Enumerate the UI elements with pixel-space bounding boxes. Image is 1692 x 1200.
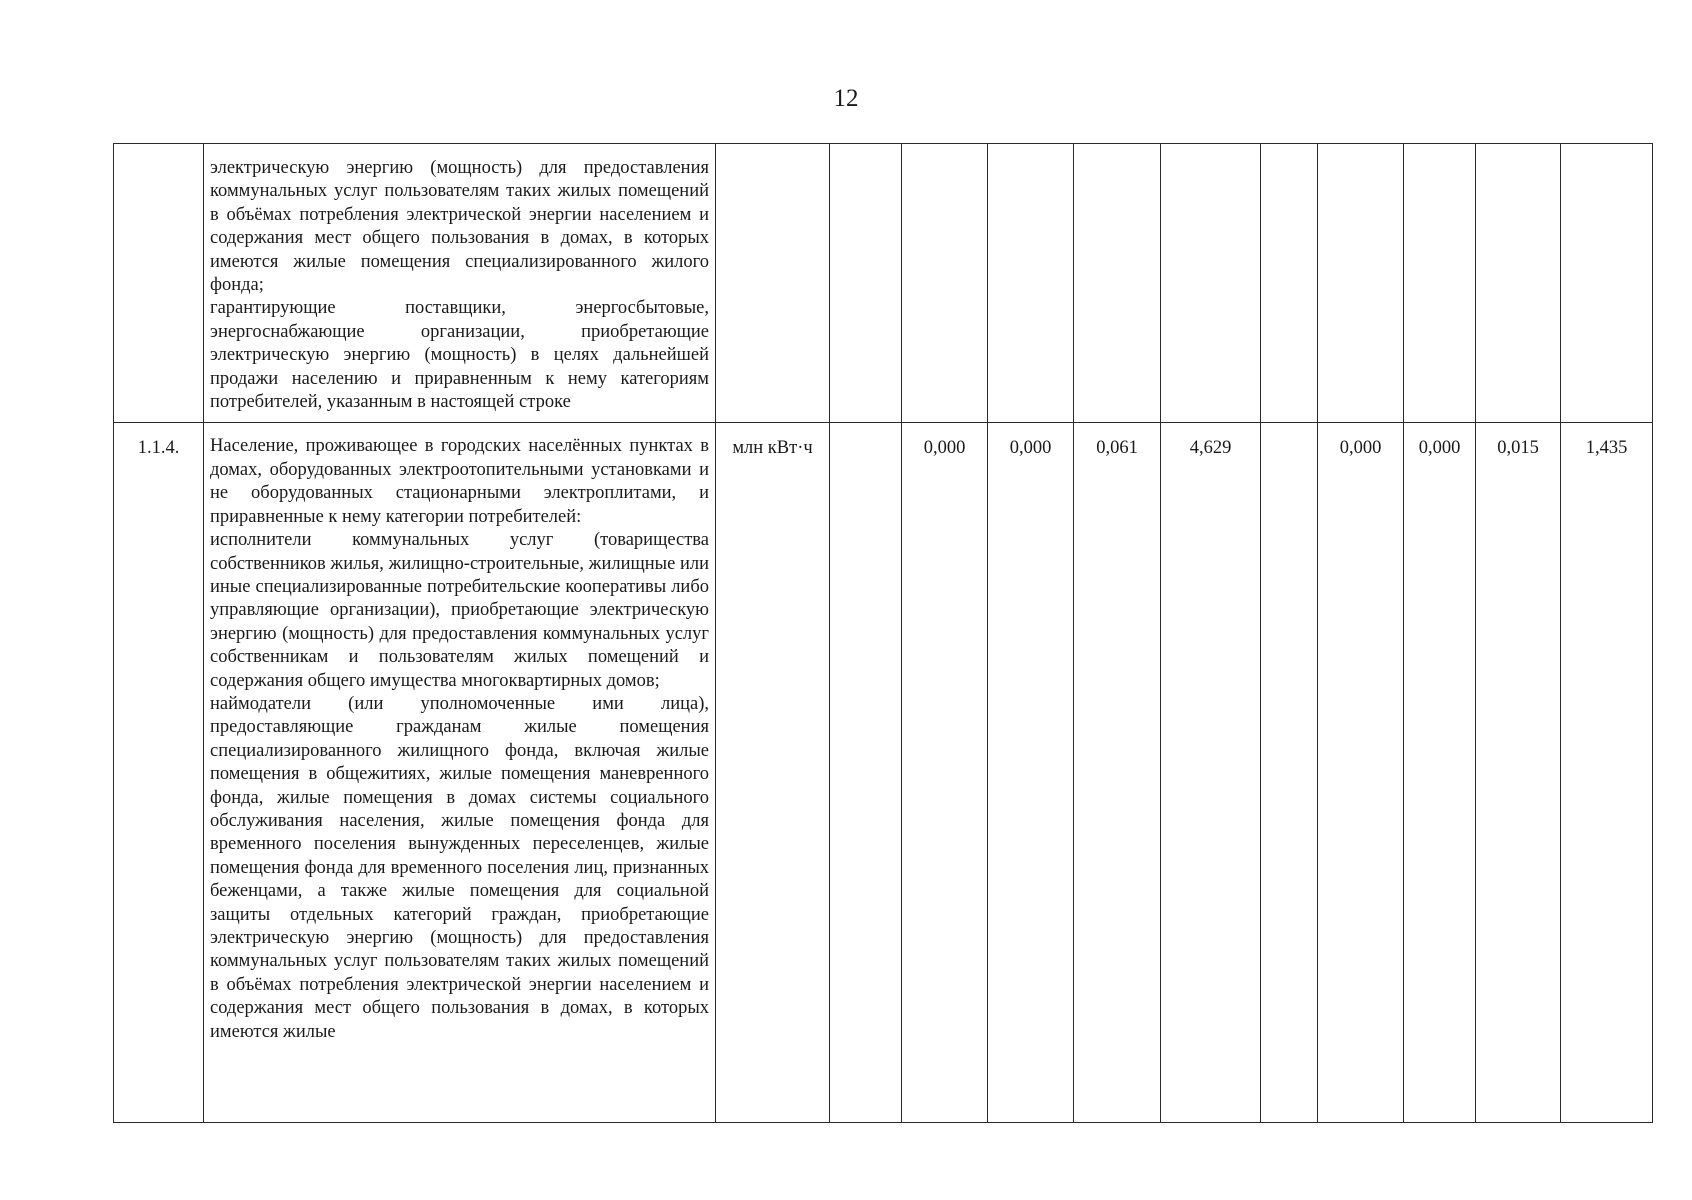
tariff-table — [113, 143, 1653, 1123]
value-cell — [1074, 144, 1161, 423]
row-description-cell — [204, 144, 716, 423]
table-row-1-1-4 — [114, 423, 1653, 1123]
value-cell — [1404, 144, 1476, 423]
table-row-continuation — [114, 144, 1653, 423]
value-cell — [1261, 144, 1318, 423]
description-paragraph: наймодатели (или уполномоченные ими лица), предоставляющие гражданам жилые помещения специализированного жилищного фонда, включая жилые помещения в общежитиях, жилые помещения маневренного фонда, жилые помещения в домах системы социального обслуживания населения, жилые помещения фонда для временного поселения вынужденных переселенцев, жилые помещения фонда для временного поселения лиц, признанных беженцами, а также жилые помещения для социальной защиты отдельных категорий граждан, приобретающие электрическую энергию (мощность) для предоставления коммунальных услуг пользователям таких жилых помещений в объёмах потребления электрической энергии населением и содержания мест общего пользования в домах, в которых имеются жилые — [210, 693, 709, 1042]
value-cell — [1476, 144, 1561, 423]
value-cell — [1561, 144, 1653, 423]
row-number-cell — [114, 144, 204, 423]
unit-cell — [716, 144, 830, 423]
value-cell: 4,629 — [1161, 423, 1261, 1123]
unit-cell: млн кВт·ч — [716, 423, 830, 1123]
description-paragraph: исполнители коммунальных услуг (товарищества собственников жилья, жилищно-строительные, жилищные или иные специализированные потребительские кооперативы либо управляющие организации), приобретающие электрическую энергию (мощность) для предоставления коммунальных услуг собственникам и пользователям жилых помещений и содержания общего имущества многоквартирных домов; — [210, 530, 709, 691]
row-description-cell — [204, 423, 716, 1123]
value-cell: 0,061 — [1074, 423, 1161, 1123]
value-cell — [1261, 423, 1318, 1123]
value-cell: 0,000 — [1404, 423, 1476, 1123]
page-number: 12 — [833, 85, 859, 112]
value-cell: 0,000 — [1318, 423, 1404, 1123]
value-cell: 0,000 — [988, 423, 1074, 1123]
value-cell — [830, 423, 902, 1123]
value-cell: 0,000 — [902, 423, 988, 1123]
value-cell: 0,015 — [1476, 423, 1561, 1123]
description-paragraph: электрическую энергию (мощность) для предоставления коммунальных услуг пользователям таких жилых помещений в объёмах потребления электрической энергии населением и содержания мест общего пользования в домах, в которых имеются жилые помещения специализированного жилого фонда; — [210, 158, 709, 296]
value-cell: 1,435 — [1561, 423, 1653, 1123]
row-number-cell: 1.1.4. — [114, 423, 204, 1123]
description-paragraph: Население, проживающее в городских населённых пунктах в домах, оборудованных электроотопительными установками и не оборудованных стационарными электроплитами, и приравненные к нему категории потребителей: — [210, 436, 709, 527]
value-cell — [902, 144, 988, 423]
description-paragraph: гарантирующие поставщики, энергосбытовые, энергоснабжающие организации, приобретающие электрическую энергию (мощность) в целях дальнейшей продажи населению и приравненным к нему категориям потребителей, указанным в настоящей строке — [210, 298, 709, 413]
value-cell — [1318, 144, 1404, 423]
value-cell — [830, 144, 902, 423]
value-cell — [988, 144, 1074, 423]
value-cell — [1161, 144, 1261, 423]
